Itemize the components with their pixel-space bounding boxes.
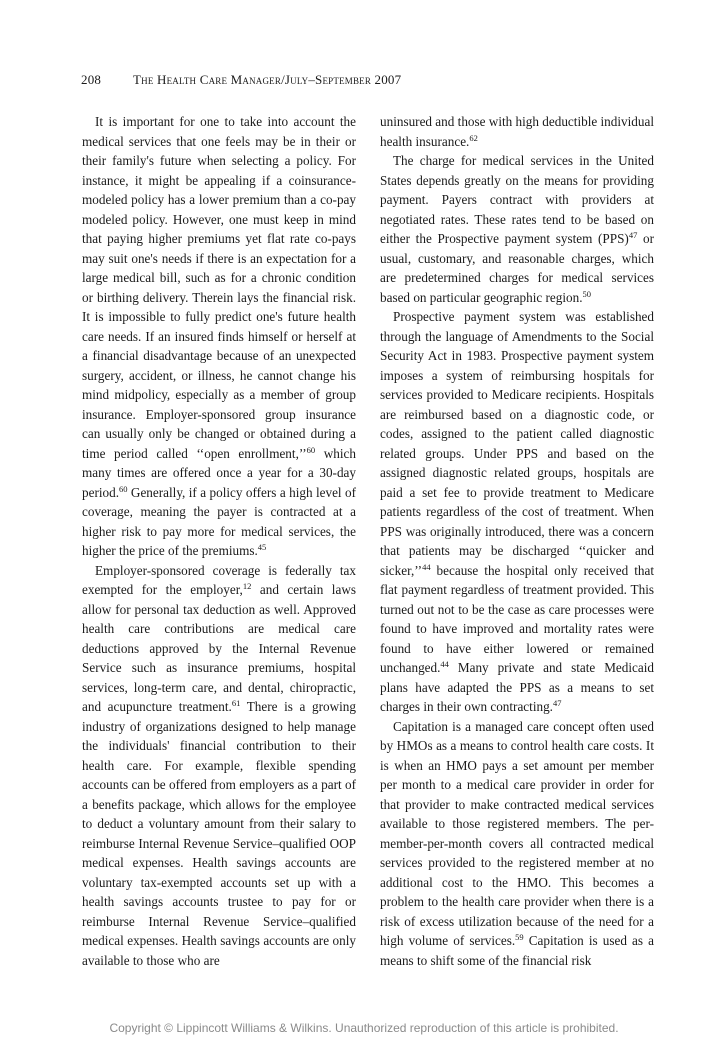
paragraph-text: and certain laws allow for personal tax deduction as well. Approved health care contributions are medical care deductions approved by the Internal Revenue Service such as insurance premiums, hospital services, long-term care, and dental, chiropractic, and acupuncture treatment. bbox=[82, 582, 356, 714]
reference-superscript: 44 bbox=[422, 561, 431, 572]
reference-superscript: 47 bbox=[552, 698, 562, 708]
paragraph-text: Capitation is used as a means to shift some of the financial risk bbox=[380, 933, 655, 968]
copyright-notice: Copyright © Lippincott Williams & Wilkins. Unauthorized reproduction of this article is prohibited. bbox=[109, 1021, 619, 1035]
left-column-paragraph bbox=[82, 561, 356, 971]
paragraph-text: because the hospital only received that flat payment regardless of treatment provided. This turned out not to be the case as care processes were found to have improved and mortality rates were found to have either lowered or remained unchanged. bbox=[380, 562, 654, 675]
paragraph-text: It is important for one to take into account the medical services that one feels may be in their or their family's future when selecting a policy. For instance, it might be appealing if a coinsurance-modeled policy has a lower premium than a co-pay modeled policy. However, one must keep in mind that paying higher premiums yet flat rate co-pays may suit one's needs if there is an expectation for a large medical bill, such as for a chronic condition or birthing delivery. Therein lays the financial risk. It is impossible to fully predict one's future health care needs. If an insured finds himself or herself at a financial disadvantage because of an unexpected surgery, accident, or illness, he cannot change his mind midpolicy, especially as a member of group insurance. Employer-sponsored group insurance can usually only be changed or obtained during a time period called ‘‘open enrollment,’’ bbox=[82, 114, 356, 461]
left-column-paragraph bbox=[82, 112, 356, 561]
reference-superscript: 44 bbox=[440, 659, 449, 669]
reference-superscript: 59 bbox=[515, 932, 524, 942]
journal-title: The Health Care Manager/July–September 2007 bbox=[133, 72, 402, 87]
page-number: 208 bbox=[81, 72, 102, 87]
right-column bbox=[380, 112, 654, 970]
paragraph-text: Generally, if a policy offers a high level of coverage, meaning the payer is contracted at a higher risk to pay more for medical services, the higher the price of the premiums. bbox=[82, 484, 356, 558]
right-column-paragraph bbox=[380, 151, 654, 307]
paragraph-text: Many private and state Medicaid plans have adapted the PPS as a means to set charges in their own contracting. bbox=[380, 660, 654, 714]
reference-superscript: 61 bbox=[231, 698, 241, 708]
paragraph-text: Capitation is a managed care concept often used by HMOs as a means to control health care costs. It is when an HMO pays a set amount per member per month to a medical care provider in order for that provider to make contracted medical services available to those registered members. The per-member-per-month covers all contracted medical services provided to the registered member at no additional cost to the HMO. This becomes a problem to the health care provider when there is a risk of excess utilization because of the need for a high volume of services. bbox=[380, 718, 654, 948]
reference-superscript: 47 bbox=[628, 230, 638, 240]
paragraph-text: Prospective payment system was established through the language of Amendments to the Social Security Act in 1983. Prospective payment system imposes a system of reimbursing hospitals for services provided to Medicare recipients. Hospitals are reimbursed based on a diagnostic code, or codes, assigned to the patient called diagnostic related groups. Under PPS and based on the assigned diagnostic related groups, hospitals are paid a set fee to provide treatment to Medicare patients regardless of the cost of treatment. When PPS was originally introduced, there was a concern that patients may be discharged ‘‘quicker and sicker,’’ bbox=[380, 309, 654, 578]
reference-superscript: 60 bbox=[119, 483, 128, 494]
paragraph-text: The charge for medical services in the United States depends greatly on the means for providing payment. Payers contract with providers at negotiated rates. These rates tend to be based on either the Prospective payment system (PPS) bbox=[380, 153, 654, 246]
running-header bbox=[81, 72, 661, 88]
right-column-paragraph bbox=[380, 112, 654, 151]
paragraph-text: or usual, customary, and reasonable charges, which are predetermined charges for medical services based on particular geographic region. bbox=[380, 231, 654, 305]
right-column-paragraph bbox=[380, 717, 654, 971]
reference-superscript: 50 bbox=[582, 288, 591, 299]
left-column bbox=[82, 112, 356, 970]
paragraph-text: Employer-sponsored coverage is federally tax exempted for the employer, bbox=[82, 562, 356, 597]
paragraph-text: There is a growing industry of organizations designed to help manage the individuals' financial contribution to their health care. For example, flexible spending accounts can be offered from employers as a part of a benefits package, which allows for the employee to deduct a voluntary amount from their salary to reimburse Internal Revenue Service–qualified OOP medical expenses. Health savings accounts are voluntary tax-exempted accounts set up with a health savings accounts trustee to pay for or reimburse Internal Revenue Service–qualified medical expenses. Health savings accounts are only available to those who are bbox=[82, 699, 356, 968]
reference-superscript: 45 bbox=[257, 542, 267, 552]
paragraph-text: uninsured and those with high deductible individual health insurance. bbox=[380, 114, 654, 149]
paragraph-text: which many times are offered once a year for a 30-day period. bbox=[82, 445, 356, 500]
reference-superscript: 12 bbox=[242, 581, 252, 591]
right-column-paragraph bbox=[380, 307, 654, 717]
reference-superscript: 60 bbox=[306, 444, 316, 455]
reference-superscript: 62 bbox=[469, 132, 478, 143]
